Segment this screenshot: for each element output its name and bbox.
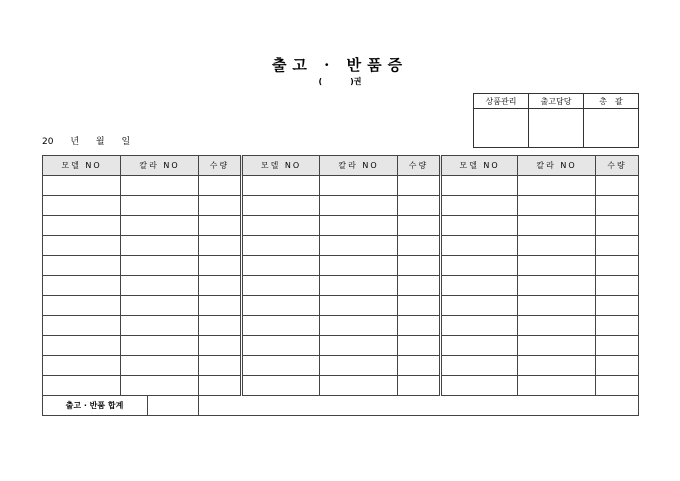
quantity-cell[interactable] bbox=[199, 176, 242, 196]
color-no-cell[interactable] bbox=[518, 196, 596, 216]
model-no-cell[interactable] bbox=[242, 256, 320, 276]
model-no-cell[interactable] bbox=[43, 196, 121, 216]
volume-open: ( bbox=[318, 77, 323, 86]
model-no-cell[interactable] bbox=[242, 176, 320, 196]
quantity-cell[interactable] bbox=[199, 196, 242, 216]
color-no-cell[interactable] bbox=[121, 256, 199, 276]
quantity-cell[interactable] bbox=[398, 376, 441, 396]
table-row bbox=[43, 356, 639, 376]
quantity-cell[interactable] bbox=[596, 196, 639, 216]
quantity-cell[interactable] bbox=[398, 356, 441, 376]
quantity-cell[interactable] bbox=[596, 356, 639, 376]
quantity-cell[interactable] bbox=[596, 236, 639, 256]
table-row bbox=[43, 216, 639, 236]
color-no-cell[interactable] bbox=[320, 376, 398, 396]
model-no-cell[interactable] bbox=[43, 316, 121, 336]
quantity-cell[interactable] bbox=[596, 296, 639, 316]
color-no-cell[interactable] bbox=[518, 376, 596, 396]
model-no-cell[interactable] bbox=[242, 236, 320, 256]
col-color-no: 칼라 NO bbox=[518, 156, 596, 176]
total-label bbox=[43, 396, 199, 416]
color-no-cell[interactable] bbox=[320, 336, 398, 356]
approval-header-shipping: 출고담당 bbox=[529, 94, 584, 109]
color-no-cell[interactable] bbox=[518, 276, 596, 296]
quantity-cell[interactable] bbox=[398, 336, 441, 356]
date-day-unit: 일 bbox=[121, 137, 131, 147]
approval-header-product: 상품관리 bbox=[474, 94, 529, 109]
quantity-cell[interactable] bbox=[398, 216, 441, 236]
model-no-cell[interactable] bbox=[43, 296, 121, 316]
quantity-cell[interactable] bbox=[596, 256, 639, 276]
model-no-cell[interactable] bbox=[441, 276, 518, 296]
col-model-no: 모델 NO bbox=[441, 156, 518, 176]
quantity-cell[interactable] bbox=[596, 376, 639, 396]
color-no-cell[interactable] bbox=[320, 216, 398, 236]
color-no-cell[interactable] bbox=[121, 216, 199, 236]
model-no-cell[interactable] bbox=[441, 216, 518, 236]
date-month-unit: 월 bbox=[95, 137, 105, 147]
model-no-cell[interactable] bbox=[441, 296, 518, 316]
document-title: 출고 · 반품증 bbox=[271, 56, 409, 74]
model-no-cell[interactable] bbox=[43, 256, 121, 276]
col-color-no: 칼라 NO bbox=[121, 156, 199, 176]
model-no-cell[interactable] bbox=[242, 316, 320, 336]
col-model-no: 모델 NO bbox=[43, 156, 121, 176]
color-no-cell[interactable] bbox=[121, 196, 199, 216]
model-no-cell[interactable] bbox=[242, 356, 320, 376]
col-quantity: 수량 bbox=[398, 156, 441, 176]
model-no-cell[interactable] bbox=[441, 356, 518, 376]
model-no-cell[interactable] bbox=[43, 336, 121, 356]
color-no-cell[interactable] bbox=[518, 256, 596, 276]
date-line bbox=[42, 134, 144, 147]
quantity-cell[interactable] bbox=[596, 316, 639, 336]
color-no-cell[interactable] bbox=[518, 296, 596, 316]
color-no-cell[interactable] bbox=[518, 356, 596, 376]
table-row bbox=[43, 176, 639, 196]
model-no-cell[interactable] bbox=[43, 236, 121, 256]
table-row bbox=[43, 196, 639, 216]
color-no-cell[interactable] bbox=[121, 296, 199, 316]
model-no-cell[interactable] bbox=[242, 376, 320, 396]
model-no-cell[interactable] bbox=[441, 196, 518, 216]
model-no-cell[interactable] bbox=[242, 196, 320, 216]
model-no-cell[interactable] bbox=[441, 236, 518, 256]
model-no-cell[interactable] bbox=[242, 336, 320, 356]
quantity-cell[interactable] bbox=[199, 296, 242, 316]
quantity-cell[interactable] bbox=[199, 376, 242, 396]
quantity-cell[interactable] bbox=[199, 236, 242, 256]
color-no-cell[interactable] bbox=[518, 176, 596, 196]
col-quantity: 수량 bbox=[199, 156, 242, 176]
color-no-cell[interactable] bbox=[320, 236, 398, 256]
color-no-cell[interactable] bbox=[518, 316, 596, 336]
color-no-cell[interactable] bbox=[121, 236, 199, 256]
color-no-cell[interactable] bbox=[518, 336, 596, 356]
table-row bbox=[43, 256, 639, 276]
color-no-cell[interactable] bbox=[518, 236, 596, 256]
quantity-cell[interactable] bbox=[398, 256, 441, 276]
header-row bbox=[43, 156, 639, 176]
model-no-cell[interactable] bbox=[43, 176, 121, 196]
quantity-cell[interactable] bbox=[596, 216, 639, 236]
total-row bbox=[43, 396, 639, 416]
color-no-cell[interactable] bbox=[320, 176, 398, 196]
color-no-cell[interactable] bbox=[320, 196, 398, 216]
model-no-cell[interactable] bbox=[43, 356, 121, 376]
approval-signature-product[interactable] bbox=[474, 109, 529, 148]
color-no-cell[interactable] bbox=[320, 316, 398, 336]
quantity-cell[interactable] bbox=[199, 356, 242, 376]
color-no-cell[interactable] bbox=[320, 296, 398, 316]
quantity-cell[interactable] bbox=[199, 256, 242, 276]
color-no-cell[interactable] bbox=[320, 356, 398, 376]
color-no-cell[interactable] bbox=[518, 216, 596, 236]
approval-signature-general[interactable] bbox=[584, 109, 639, 148]
approval-signature-shipping[interactable] bbox=[529, 109, 584, 148]
color-no-cell[interactable] bbox=[121, 176, 199, 196]
shipment-table bbox=[42, 155, 639, 416]
quantity-cell[interactable] bbox=[596, 176, 639, 196]
approval-box bbox=[473, 93, 639, 148]
model-no-cell[interactable] bbox=[441, 336, 518, 356]
quantity-cell[interactable] bbox=[199, 216, 242, 236]
quantity-cell[interactable] bbox=[398, 236, 441, 256]
table-row bbox=[43, 296, 639, 316]
total-value-cell[interactable] bbox=[199, 396, 639, 416]
table-row bbox=[43, 336, 639, 356]
volume-close: )권 bbox=[350, 77, 362, 86]
model-no-cell[interactable] bbox=[441, 316, 518, 336]
quantity-cell[interactable] bbox=[398, 176, 441, 196]
quantity-cell[interactable] bbox=[398, 276, 441, 296]
color-no-cell[interactable] bbox=[121, 276, 199, 296]
table-row bbox=[43, 276, 639, 296]
color-no-cell[interactable] bbox=[121, 336, 199, 356]
color-no-cell[interactable] bbox=[121, 316, 199, 336]
model-no-cell[interactable] bbox=[242, 296, 320, 316]
color-no-cell[interactable] bbox=[121, 356, 199, 376]
quantity-cell[interactable] bbox=[199, 336, 242, 356]
col-model-no: 모델 NO bbox=[242, 156, 320, 176]
quantity-cell[interactable] bbox=[596, 336, 639, 356]
model-no-cell[interactable] bbox=[441, 376, 518, 396]
total-label-text: 출고 · 반품 합계 bbox=[42, 396, 148, 415]
quantity-cell[interactable] bbox=[199, 316, 242, 336]
model-no-cell[interactable] bbox=[43, 376, 121, 396]
col-quantity: 수량 bbox=[596, 156, 639, 176]
quantity-cell[interactable] bbox=[398, 296, 441, 316]
color-no-cell[interactable] bbox=[320, 256, 398, 276]
date-year: 20 bbox=[42, 137, 54, 147]
col-color-no: 칼라 NO bbox=[320, 156, 398, 176]
color-no-cell[interactable] bbox=[121, 376, 199, 396]
date-year-unit: 년 bbox=[70, 137, 80, 147]
table-row bbox=[43, 236, 639, 256]
model-no-cell[interactable] bbox=[43, 216, 121, 236]
model-no-cell[interactable] bbox=[242, 216, 320, 236]
quantity-cell[interactable] bbox=[199, 276, 242, 296]
color-no-cell[interactable] bbox=[320, 276, 398, 296]
model-no-cell[interactable] bbox=[441, 256, 518, 276]
approval-header-general: 총 괄 bbox=[584, 94, 639, 109]
table-row bbox=[43, 376, 639, 396]
model-no-cell[interactable] bbox=[43, 276, 121, 296]
quantity-cell[interactable] bbox=[398, 196, 441, 216]
volume-number bbox=[0, 76, 680, 87]
model-no-cell[interactable] bbox=[242, 276, 320, 296]
quantity-cell[interactable] bbox=[596, 276, 639, 296]
table-row bbox=[43, 316, 639, 336]
quantity-cell[interactable] bbox=[398, 316, 441, 336]
model-no-cell[interactable] bbox=[441, 176, 518, 196]
